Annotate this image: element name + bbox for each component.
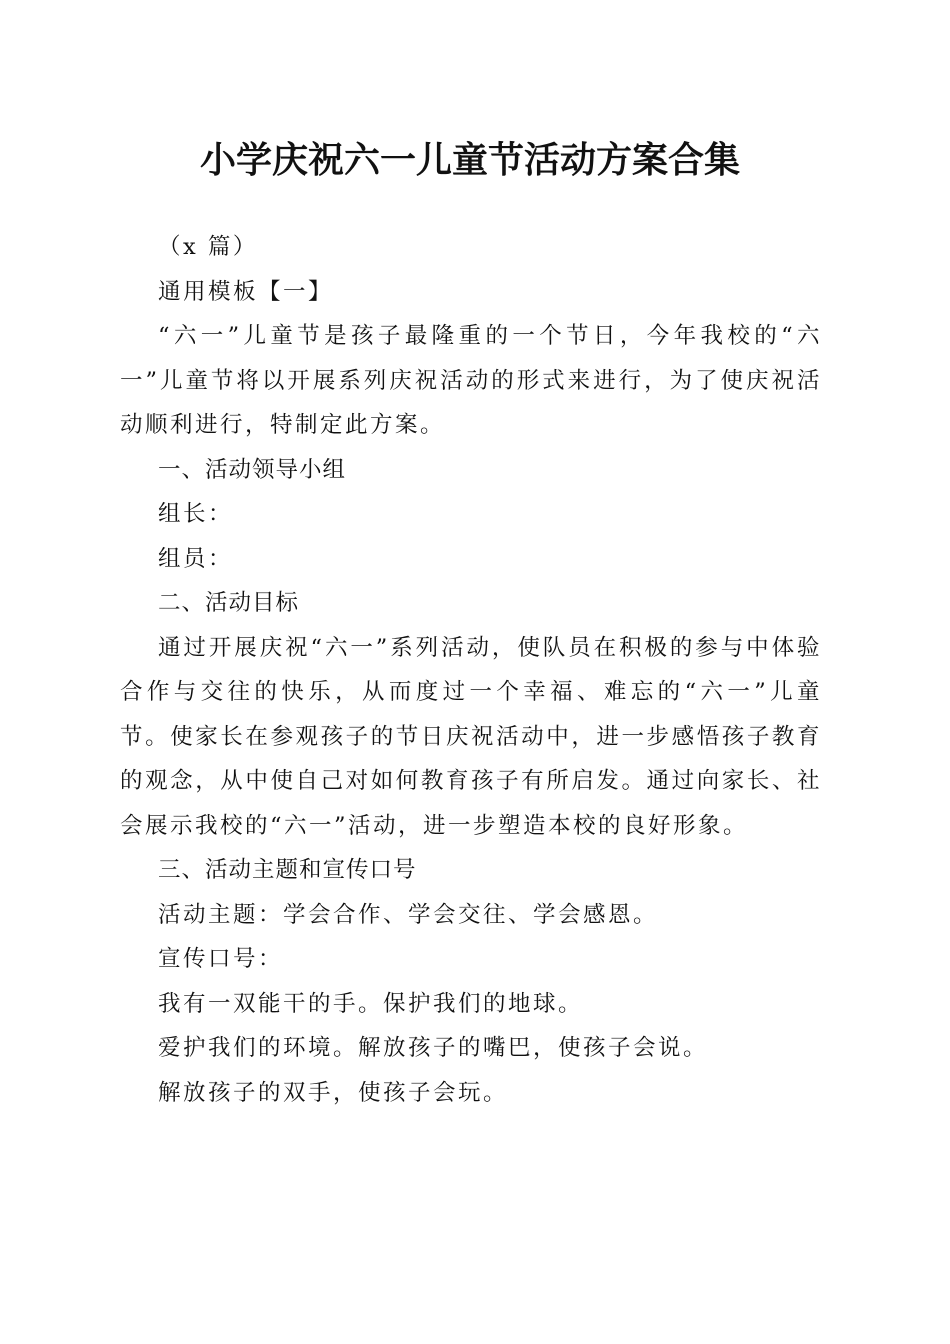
section-heading-goals: 二、活动目标 (158, 590, 300, 616)
leader-line: 组长： (158, 501, 234, 527)
section-heading-theme: 三、活动主题和宣传口号 (158, 857, 417, 883)
count-note: （x 篇） (158, 234, 258, 260)
theme-line: 活动主题：学会合作、学会交往、学会感恩。 (158, 901, 659, 928)
slogan-line-2: 爱护我们的环境。解放孩子的嘴巴，使孩子会说。 (158, 1035, 709, 1061)
slogan-line-3: 解放孩子的双手，使孩子会玩。 (158, 1079, 509, 1106)
section-heading-leadership: 一、活动领导小组 (158, 456, 347, 483)
document-title: 小学庆祝六一儿童节活动方案合集 (199, 139, 740, 181)
goals-paragraph: 通过开展庆祝“六一”系列活动，使队员在积极的参与中体验合作与交往的快乐，从而度过一个幸福、难忘的“六一”儿童节。使家长在参观孩子的节日庆祝活动中，进一步感悟孩子教育的观念，从中使自己对如何教育孩子有所启发。通过向家长、社会展示我校的“六一”活动，进一步塑造本校的良好形象。 (120, 634, 822, 839)
document-body (120, 225, 822, 1115)
slogan-label: 宣传口号： (158, 946, 284, 972)
template-label: 通用模板【一】 (158, 278, 334, 305)
members-line: 组员： (158, 545, 234, 572)
intro-paragraph: “六一”儿童节是孩子最隆重的一个节日，今年我校的“六一”儿童节将以开展系列庆祝活动的形式来进行，为了使庆祝活动顺利进行，特制定此方案。 (120, 323, 822, 438)
slogan-line-1: 我有一双能干的手。保护我们的地球。 (158, 990, 584, 1017)
